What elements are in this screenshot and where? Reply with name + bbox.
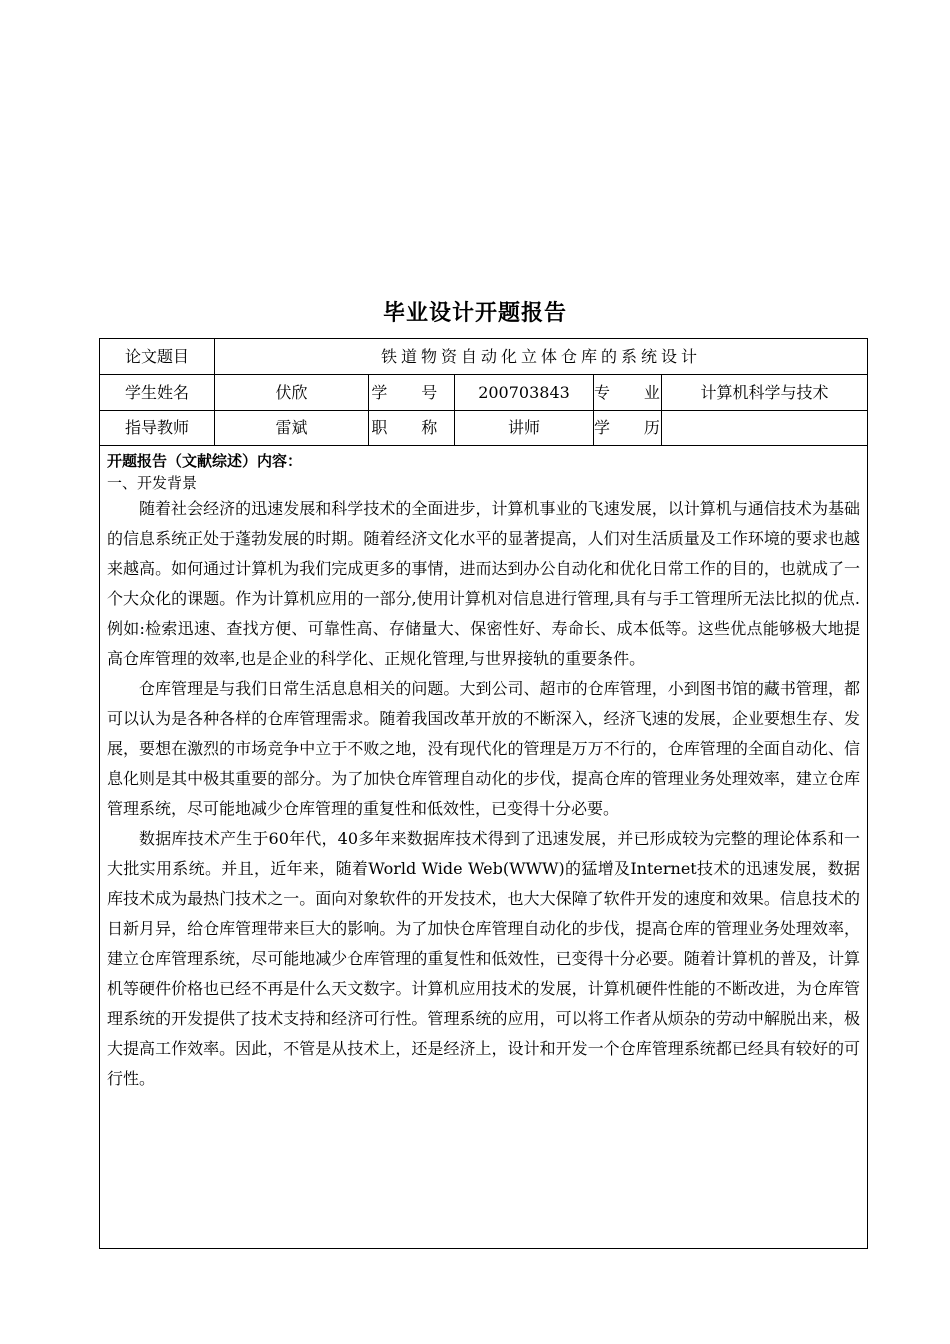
degree-label: 学 历 — [594, 411, 662, 446]
rank-value: 讲师 — [455, 411, 594, 446]
paragraph-1: 随着社会经济的迅速发展和科学技术的全面进步，计算机事业的飞速发展，以计算机与通信技术为基础的信息系统正处于蓬勃发展的时期。随着经济文化水平的显著提高，人们对生活质量及工作环境的要求也越来越高。如何通过计算机为我们完成更多的事情，进而达到办公自动化和优化日常工作的目的，也就成了一个大众化的课题。作为计算机应用的一部分,使用计算机对信息进行管理,具有与手工管理所无法比拟的优点.例如:检索迅速、查找方便、可靠性高、存储量大、保密性好、寿命长、成本低等。这些优点能够极大地提高仓库管理的效率,也是企业的科学化、正规化管理,与世界接轨的重要条件。 — [107, 499, 860, 668]
degree-value — [662, 411, 868, 446]
content-row — [100, 446, 868, 1249]
section-heading: 一、开发背景 — [107, 474, 198, 492]
thesis-title-row — [100, 339, 868, 375]
student-name-value: 伏欣 — [215, 375, 369, 411]
advisor-info-row — [100, 411, 868, 446]
thesis-title-label: 论文题目 — [100, 339, 215, 375]
student-id-label: 学 号 — [369, 375, 455, 411]
paragraph-3: 数据库技术产生于60年代，40多年来数据库技术得到了迅速发展，并已形成较为完整的理论体系和一大批实用系统。并且，近年来，随着World Wide Web(WWW)的猛增及Internet技术的迅速发展，数据库技术成为最热门技术之一。面向对象软件的开发技术，也大大保障了软件开发的速度和效果。信息技术的日新月异，给仓库管理带来巨大的影响。为了加快仓库管理自动化的步伐，提高仓库的管理业务处理效率，建立仓库管理系统，尽可能地减少仓库管理的重复性和低效性，已变得十分必要。随着计算机的普及，计算机等硬件价格也已经不再是什么天文数字。计算机应用技术的发展，计算机硬件性能的不断改进，为仓库管理系统的开发提供了技术支持和经济可行性。管理系统的应用，可以将工作者从烦杂的劳动中解脱出来，极大提高工作效率。因此，不管是从技术上，还是经济上，设计和开发一个仓库管理系统都已经具有较好的可行性。 — [107, 829, 860, 1088]
advisor-value: 雷斌 — [215, 411, 369, 446]
student-info-row — [100, 375, 868, 411]
major-label: 专 业 — [594, 375, 662, 411]
content-heading: 开题报告（文献综述）内容： — [107, 452, 303, 470]
rank-label: 职 称 — [369, 411, 455, 446]
advisor-label: 指导教师 — [100, 411, 215, 446]
student-name-label: 学生姓名 — [100, 375, 215, 411]
student-id-value: 200703843 — [455, 375, 594, 411]
proposal-form-table — [99, 338, 868, 1249]
content-cell — [100, 446, 868, 1249]
document-title: 毕业设计开题报告 — [382, 301, 567, 326]
paragraph-2: 仓库管理是与我们日常生活息息相关的问题。大到公司、超市的仓库管理，小到图书馆的藏书管理，都可以认为是各种各样的仓库管理需求。随着我国改革开放的不断深入，经济飞速的发展，企业要想生存、发展，要想在激烈的市场竞争中立于不败之地，没有现代化的管理是万万不行的，仓库管理的全面自动化、信息化则是其中极其重要的部分。为了加快仓库管理自动化的步伐，提高仓库的管理业务处理效率，建立仓库管理系统，尽可能地减少仓库管理的重复性和低效性，已变得十分必要。 — [107, 679, 860, 818]
thesis-title-value: 铁道物资自动化立体仓库的系统设计 — [215, 339, 868, 375]
major-value: 计算机科学与技术 — [662, 375, 868, 411]
